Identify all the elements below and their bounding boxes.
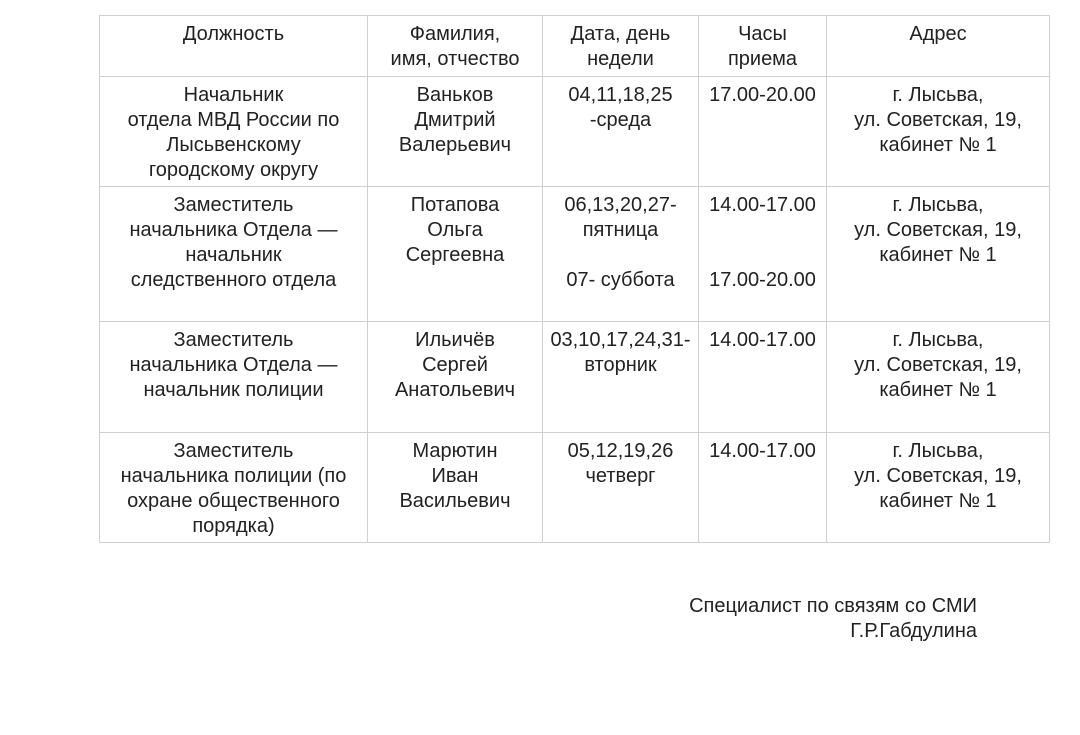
cell-address: г. Лысьва, ул. Советская, 19, кабинет № 1 (827, 187, 1050, 322)
header-date: Дата, день недели (543, 16, 699, 77)
cell-position: Начальник отдела МВД России по Лысьвенскому городскому округу (100, 77, 368, 187)
table-row (100, 322, 1050, 433)
cell-address: г. Лысьва, ул. Советская, 19, кабинет № 1 (827, 322, 1050, 433)
cell-position: Заместитель начальника полиции (по охране общественного порядка) (100, 433, 368, 543)
table-header-row (100, 16, 1050, 77)
cell-date: 03,10,17,24,31- вторник (543, 322, 699, 433)
reception-schedule-table (99, 15, 1050, 543)
cell-hours: 14.00-17.00 (699, 322, 827, 433)
header-address: Адрес (827, 16, 1050, 77)
signature-block (689, 594, 977, 644)
cell-name: Потапова Ольга Сергеевна (368, 187, 543, 322)
cell-name: Марютин Иван Васильевич (368, 433, 543, 543)
table-row (100, 77, 1050, 187)
cell-address: г. Лысьва, ул. Советская, 19, кабинет № 1 (827, 77, 1050, 187)
table-row (100, 433, 1050, 543)
signature-name: Г.Р.Габдулина (850, 620, 977, 642)
cell-date: 04,11,18,25 -среда (543, 77, 699, 187)
cell-hours: 14.00-17.00 (699, 433, 827, 543)
cell-position: Заместитель начальника Отдела — начальник следственного отдела (100, 187, 368, 322)
cell-date: 06,13,20,27- пятница 07- суббота (543, 187, 699, 322)
cell-date: 05,12,19,26 четверг (543, 433, 699, 543)
cell-position: Заместитель начальника Отдела — начальник полиции (100, 322, 368, 433)
header-hours: Часы приема (699, 16, 827, 77)
cell-address: г. Лысьва, ул. Советская, 19, кабинет № 1 (827, 433, 1050, 543)
header-name: Фамилия, имя, отчество (368, 16, 543, 77)
cell-name: Ваньков Дмитрий Валерьевич (368, 77, 543, 187)
signature-title: Специалист по связям со СМИ (689, 595, 977, 617)
header-position: Должность (100, 16, 368, 77)
cell-hours: 14.00-17.00 17.00-20.00 (699, 187, 827, 322)
cell-hours: 17.00-20.00 (699, 77, 827, 187)
table-row (100, 187, 1050, 322)
cell-name: Ильичёв Сергей Анатольевич (368, 322, 543, 433)
